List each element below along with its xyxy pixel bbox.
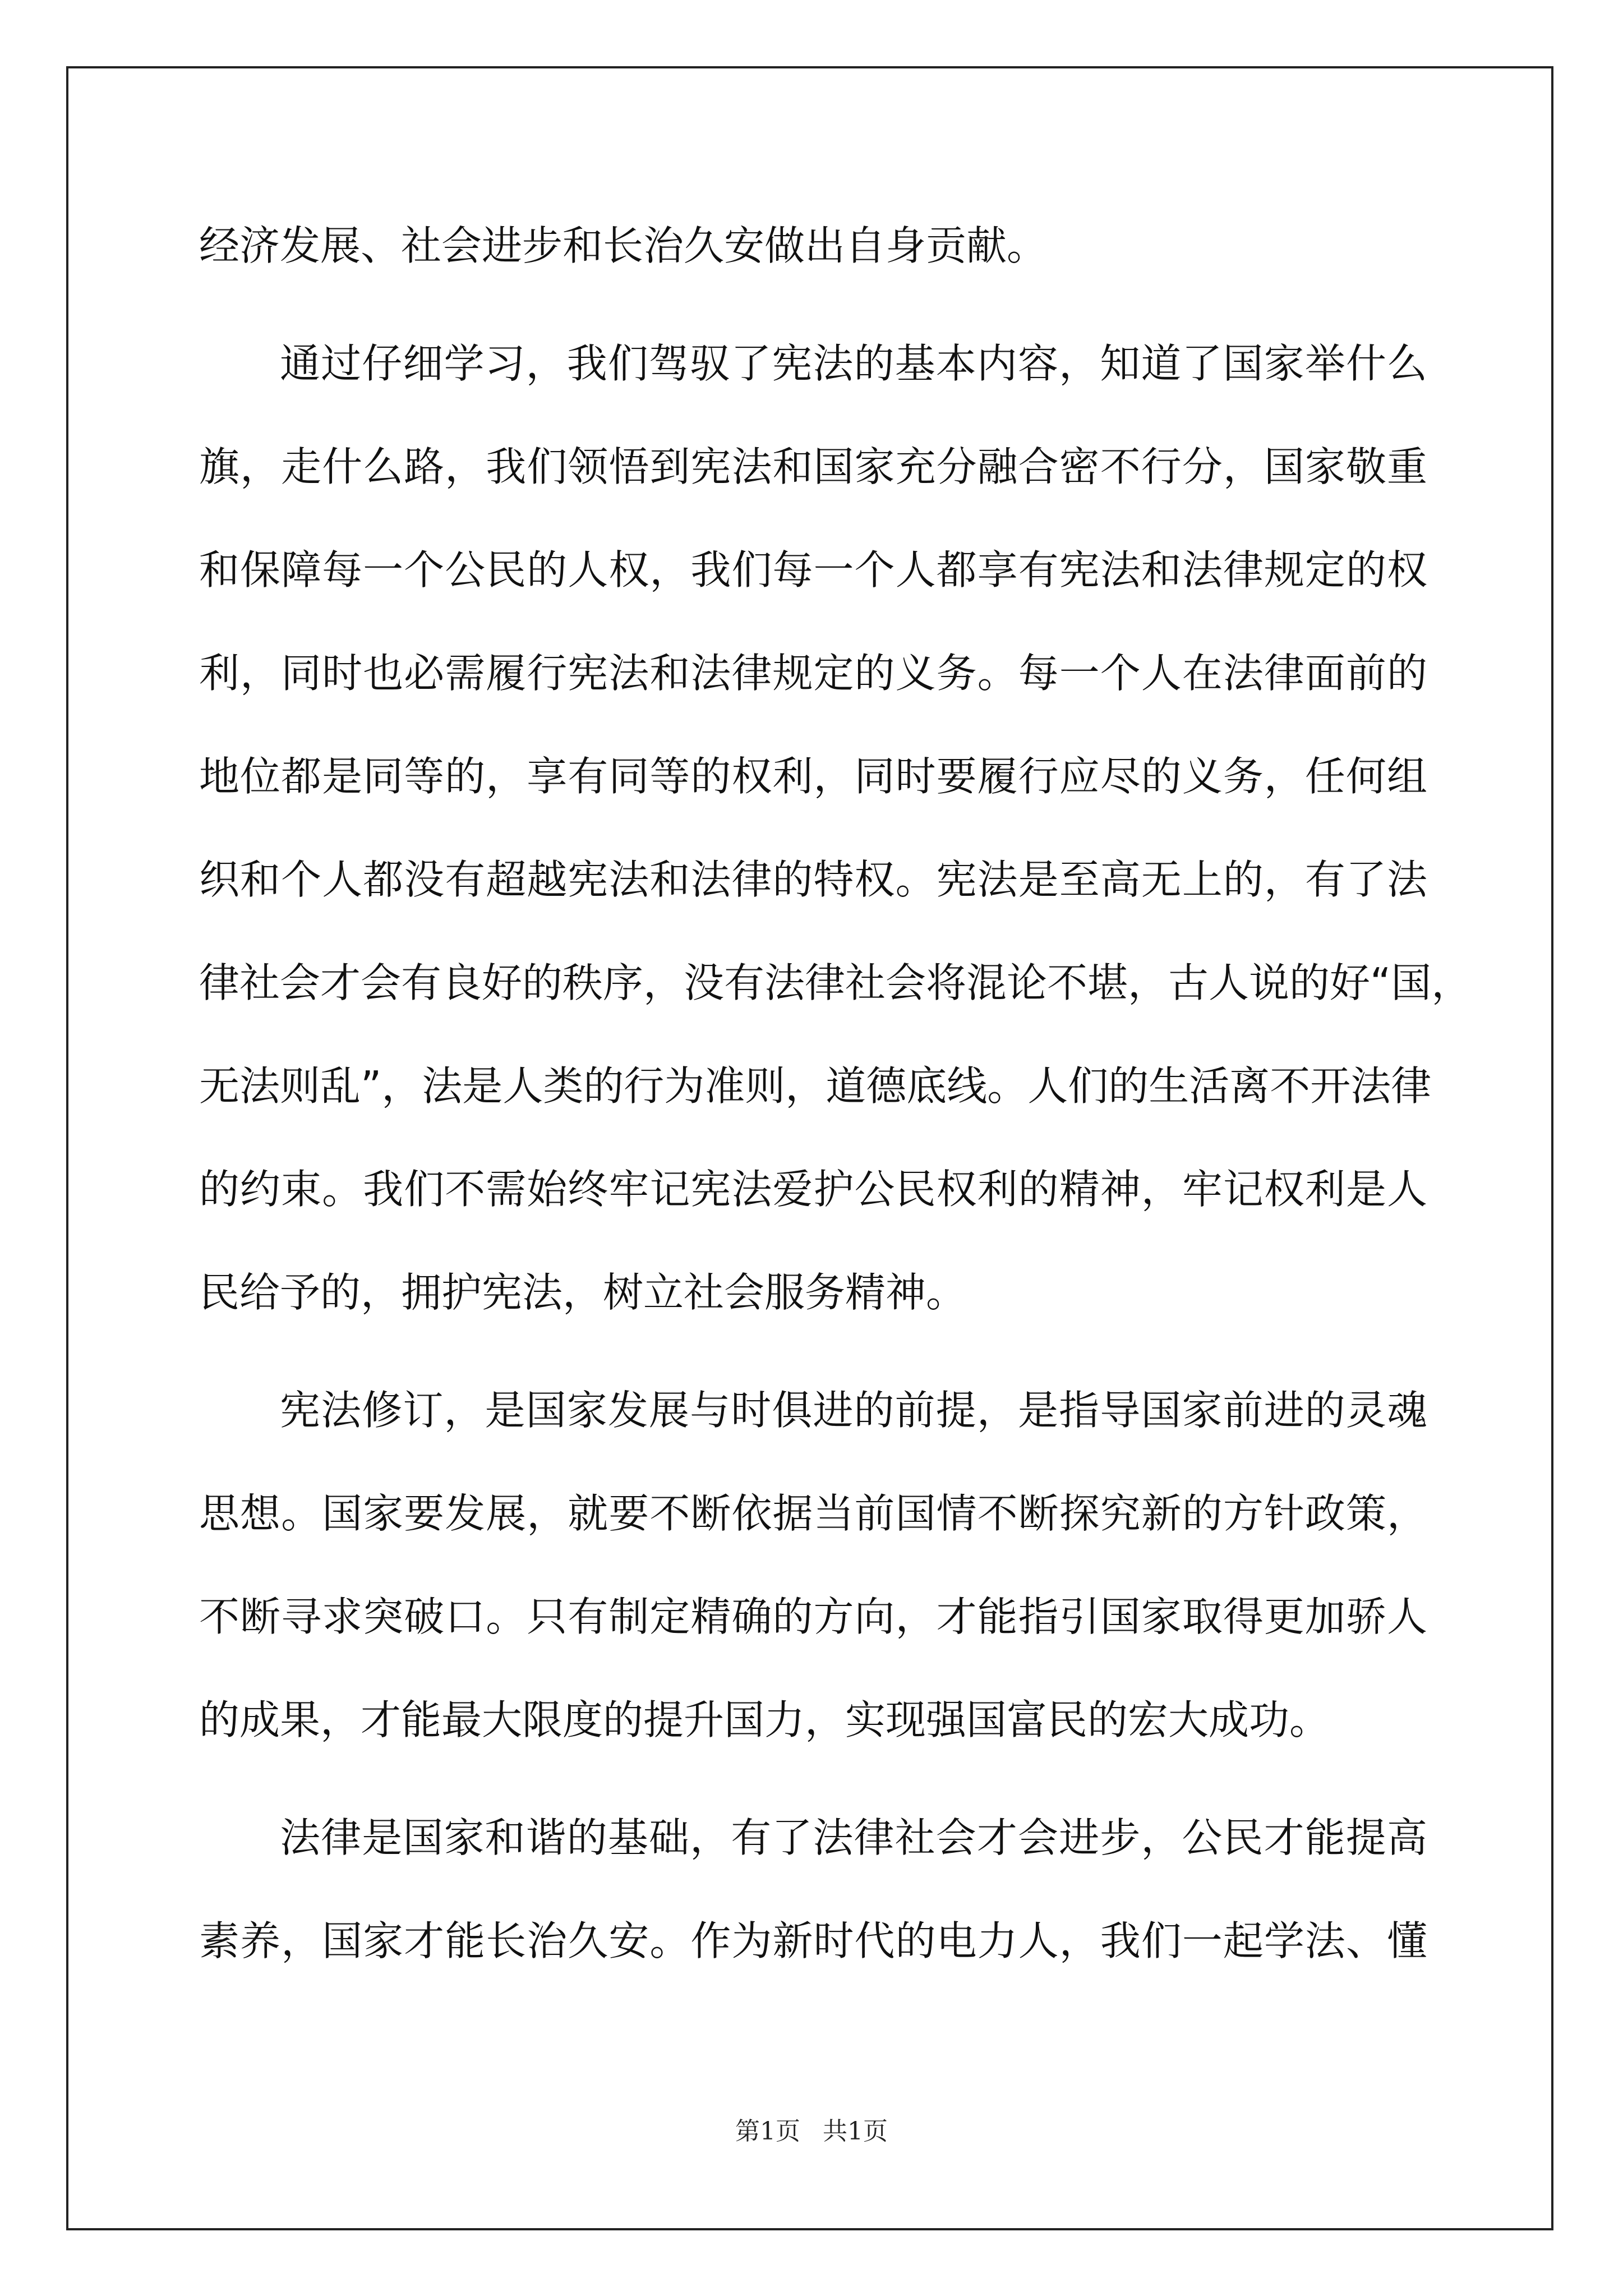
text-line: 民给予的，拥护宪法，树立社会服务精神。 bbox=[199, 1269, 967, 1316]
text-line: 织和个人都没有超越宪法和法律的特权。宪法是至高无上的，有了法 bbox=[199, 856, 1427, 903]
text-line: 无法则乱”，法是人类的行为准则，道德底线。人们的生活离不开法律 bbox=[199, 1062, 1432, 1110]
paragraph-start-line: 法律是国家和谐的基础，有了法律社会才会进步，公民才能提高 bbox=[280, 1814, 1427, 1861]
text-line: 不断寻求突破口。只有制定精确的方向，才能指引国家取得更加骄人 bbox=[199, 1593, 1427, 1640]
paragraph-start-line: 宪法修订，是国家发展与时俱进的前提，是指导国家前进的灵魂 bbox=[280, 1387, 1427, 1434]
text-line: 和保障每一个公民的人权，我们每一个人都享有宪法和法律规定的权 bbox=[199, 546, 1427, 593]
text-line: 素养，国家才能长治久安。作为新时代的电力人，我们一起学法、懂 bbox=[199, 1917, 1427, 1964]
text-line: 思想。国家要发展，就要不断依据当前国情不断探究新的方针政策， bbox=[199, 1490, 1427, 1537]
text-line: 地位都是同等的，享有同等的权利，同时要履行应尽的义务，任何组 bbox=[199, 753, 1427, 800]
text-line: 律社会才会有良好的秩序，没有法律社会将混论不堪，古人说的好“国， bbox=[199, 959, 1472, 1006]
text-line: 的成果，才能最大限度的提升国力，实现强国富民的宏大成功。 bbox=[199, 1696, 1330, 1743]
page-number-total: 共1页 bbox=[823, 2117, 888, 2146]
text-line: 的约束。我们不需始终牢记宪法爱护公民权利的精神，牢记权利是人 bbox=[199, 1166, 1427, 1213]
text-line: 利，同时也必需履行宪法和法律规定的义务。每一个人在法律面前的 bbox=[199, 650, 1427, 697]
page-number-current: 第1页 bbox=[735, 2117, 800, 2146]
paragraph-start-line: 通过仔细学习，我们驾驭了宪法的基本内容，知道了国家举什么 bbox=[280, 340, 1427, 387]
page-footer bbox=[0, 2115, 1623, 2148]
text-line: 旗，走什么路，我们领悟到宪法和国家充分融合密不行分，国家敬重 bbox=[199, 443, 1427, 490]
text-line: 经济发展、社会进步和长治久安做出自身贡献。 bbox=[199, 222, 1048, 269]
